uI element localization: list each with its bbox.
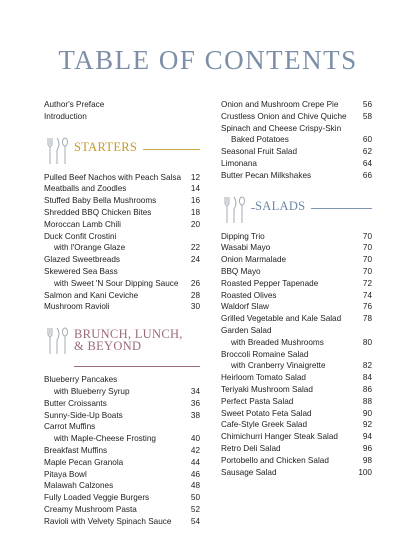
toc-entry[interactable] — [44, 504, 200, 516]
toc-page-number: 82 — [362, 361, 372, 371]
toc-page-number: 40 — [190, 434, 200, 444]
toc-entry-title: Sweet Potato Feta Salad — [221, 408, 312, 418]
toc-entry[interactable] — [44, 207, 200, 219]
toc-entry[interactable] — [44, 301, 200, 313]
toc-entry[interactable] — [44, 480, 200, 492]
toc-entry[interactable] — [221, 242, 372, 254]
toc-entry[interactable] — [221, 123, 372, 147]
toc-entry-title: Introduction — [44, 111, 87, 121]
toc-entry[interactable] — [44, 99, 200, 111]
toc-entry[interactable] — [221, 384, 372, 396]
toc-page-number: 26 — [190, 278, 200, 288]
toc-page-number: 88 — [362, 396, 372, 406]
toc-page-number: 98 — [362, 455, 372, 465]
toc-entry-title: Portobello and Chicken Salad — [221, 455, 329, 465]
toc-page-number: 70 — [362, 243, 372, 253]
toc-entry-title: Shredded BBQ Chicken Bites — [44, 207, 152, 217]
section-title — [74, 328, 189, 352]
toc-entry-title: Fully Loaded Veggie Burgers — [44, 493, 150, 503]
toc-page-number: 70 — [362, 255, 372, 265]
toc-page-number: 42 — [190, 445, 200, 455]
toc-entry-title: Dipping Trio — [221, 231, 265, 241]
section-rule — [74, 366, 200, 367]
toc-entry[interactable] — [221, 266, 372, 278]
toc-entry-title: Author's Preface — [44, 100, 105, 109]
toc-page-number: 94 — [362, 432, 372, 442]
toc-entry[interactable] — [221, 467, 372, 479]
toc-page-number: 74 — [362, 290, 372, 300]
toc-entry-title: Glazed Sweetbreads — [44, 255, 121, 265]
toc-entry-title: Butter Croissants — [44, 398, 107, 408]
toc-page-number: 28 — [190, 290, 200, 300]
section-salads — [221, 195, 372, 225]
toc-entry-title: Breakfast Muffins — [44, 445, 108, 455]
toc-entry[interactable] — [221, 349, 372, 373]
toc-entry-title: Mushroom Ravioli — [44, 302, 110, 312]
toc-entry-title: Pitaya Bowl — [44, 469, 87, 479]
toc-entry[interactable] — [221, 443, 372, 455]
toc-page-number: 12 — [190, 172, 200, 182]
fork-knife-spoon-icon — [44, 136, 72, 166]
toc-page-number: 34 — [190, 386, 200, 396]
toc-entry-title: Limonana — [221, 158, 257, 168]
toc-page-number: 72 — [362, 278, 372, 288]
toc-page-number: 18 — [190, 207, 200, 217]
toc-page-number: 46 — [190, 469, 200, 479]
toc-entry[interactable] — [44, 516, 200, 528]
toc-page-number: 30 — [190, 302, 200, 312]
toc-page-number: 92 — [362, 420, 372, 430]
section-title-line1: BRUNCH, LUNCH, — [74, 327, 183, 342]
toc-page-number: 70 — [362, 266, 372, 276]
toc-entry[interactable] — [44, 254, 200, 266]
toc-entry[interactable] — [221, 254, 372, 266]
toc-page-number: 66 — [362, 170, 372, 180]
toc-entry-title: Meatballs and Zoodles — [44, 184, 127, 194]
toc-entry[interactable] — [44, 421, 200, 445]
toc-entry-subtitle: with l'Orange Glaze — [54, 243, 126, 253]
toc-entry[interactable] — [44, 111, 200, 123]
toc-entry-title: Blueberry Pancakes — [44, 375, 118, 385]
toc-entry-title: BBQ Mayo — [221, 266, 261, 276]
toc-entry-title: Cafe-Style Greek Salad — [221, 420, 308, 430]
toc-entry[interactable] — [44, 290, 200, 302]
toc-page-number: 56 — [362, 100, 372, 109]
toc-entry-title: Broccoli Romaine Salad — [221, 349, 309, 359]
toc-entry[interactable] — [44, 219, 200, 231]
toc-page-number: 76 — [362, 302, 372, 312]
toc-entry[interactable] — [221, 231, 372, 243]
toc-entry-title: Teriyaki Mushroom Salad — [221, 384, 313, 394]
toc-page-number: 86 — [362, 384, 372, 394]
toc-entry-subtitle: Baked Potatoes — [231, 135, 289, 145]
section-title: STARTERS — [74, 142, 143, 154]
toc-entry[interactable] — [221, 419, 372, 431]
left-column — [44, 99, 200, 528]
toc-entry-title: Garden Salad — [221, 325, 272, 335]
toc-page-number: 36 — [190, 398, 200, 408]
toc-page-number: 62 — [362, 147, 372, 157]
toc-entry[interactable] — [44, 398, 200, 410]
toc-entry-title: Roasted Pepper Tapenade — [221, 278, 319, 288]
toc-entry-title: Crustless Onion and Chive Quiche — [221, 111, 347, 121]
toc-page-number: 78 — [362, 314, 372, 324]
toc-entry-title: Skewered Sea Bass — [44, 266, 118, 276]
toc-entry-title: Salmon and Kani Ceviche — [44, 290, 139, 300]
toc-entry[interactable] — [44, 469, 200, 481]
toc-entry-title: Retro Deli Salad — [221, 443, 281, 453]
toc-page-number: 70 — [362, 231, 372, 241]
section-starters — [44, 136, 200, 166]
toc-page-number: 20 — [190, 219, 200, 229]
section-title-line2: & BEYOND — [74, 339, 142, 354]
toc-entry[interactable] — [221, 313, 372, 325]
toc-entry[interactable] — [221, 158, 372, 170]
toc-entry[interactable] — [44, 172, 200, 184]
toc-page-number: 100 — [358, 467, 372, 477]
toc-entry-title: Chimichurri Hanger Steak Salad — [221, 432, 338, 442]
toc-entry-title: Moroccan Lamb Chili — [44, 219, 121, 229]
toc-entry-title: Maple Pecan Granola — [44, 457, 124, 467]
toc-page-number: 54 — [190, 516, 200, 526]
toc-entry[interactable] — [221, 290, 372, 302]
toc-entry-title: Butter Pecan Milkshakes — [221, 170, 312, 180]
toc-page-number: 44 — [190, 457, 200, 467]
toc-entry[interactable] — [221, 455, 372, 467]
toc-page-number: 48 — [190, 481, 200, 491]
toc-entry[interactable] — [44, 374, 200, 398]
toc-page-number: 24 — [190, 255, 200, 265]
toc-entry[interactable] — [44, 266, 200, 290]
toc-entry-subtitle: with Sweet 'N Sour Dipping Sauce — [54, 278, 179, 288]
section-brunch — [44, 326, 200, 368]
toc-entry[interactable] — [44, 457, 200, 469]
toc-page-number: 14 — [190, 184, 200, 194]
toc-entry-title: Waldorf Slaw — [221, 302, 269, 312]
toc-entry[interactable] — [44, 492, 200, 504]
toc-page-number: 50 — [190, 493, 200, 503]
toc-entry[interactable] — [221, 146, 372, 158]
toc-entry[interactable] — [221, 278, 372, 290]
section-title: SALADS — [255, 201, 311, 213]
toc-entry-title: Stuffed Baby Bella Mushrooms — [44, 196, 157, 206]
toc-entry-subtitle: with Maple-Cheese Frosting — [54, 434, 156, 444]
toc-page-number: 22 — [190, 243, 200, 253]
toc-entry-title: Carrot Muffins — [44, 422, 96, 432]
toc-entry-title: Malawah Calzones — [44, 481, 114, 491]
toc-entry[interactable] — [221, 301, 372, 313]
toc-entry[interactable] — [221, 325, 372, 349]
toc-entry-subtitle: with Breaded Mushrooms — [231, 337, 324, 347]
toc-page-number: 90 — [362, 408, 372, 418]
toc-entry-title: Wasabi Mayo — [221, 243, 271, 253]
toc-page-number: 96 — [362, 443, 372, 453]
toc-entry-title: Spinach and Cheese Crispy-Skin — [221, 123, 342, 133]
toc-entry-title: Ravioli with Velvety Spinach Sauce — [44, 516, 172, 526]
toc-entry-title: Sunny-Side-Up Boats — [44, 410, 123, 420]
toc-entry-title: Creamy Mushroom Pasta — [44, 504, 137, 514]
toc-entry-title: Heirloom Tomato Salad — [221, 373, 306, 383]
toc-entry-subtitle: with Cranberry Vinaigrette — [231, 361, 326, 371]
right-column — [221, 99, 372, 478]
toc-entry[interactable] — [221, 111, 372, 123]
toc-page-number: 52 — [190, 504, 200, 514]
toc-entry[interactable] — [44, 183, 200, 195]
toc-entry-title: Duck Confit Crostini — [44, 231, 117, 241]
fork-knife-spoon-icon — [221, 195, 249, 225]
toc-page-number: 60 — [362, 135, 372, 145]
fork-knife-spoon-icon — [44, 326, 72, 356]
toc-entry-title: Perfect Pasta Salad — [221, 396, 294, 406]
toc-entry[interactable] — [44, 410, 200, 422]
toc-page-number: 64 — [362, 158, 372, 168]
toc-entry-title: Grilled Vegetable and Kale Salad — [221, 314, 342, 324]
toc-entry-title: Onion and Mushroom Crepe Pie — [221, 100, 339, 109]
toc-page-number: 80 — [362, 337, 372, 347]
page-title: TABLE OF CONTENTS — [58, 45, 358, 75]
toc-entry-subtitle: with Blueberry Syrup — [54, 386, 130, 396]
toc-entry-title: Sausage Salad — [221, 467, 277, 477]
toc-entry[interactable] — [44, 445, 200, 457]
toc-entry[interactable] — [221, 408, 372, 420]
toc-entry-title: Onion Marmalade — [221, 255, 287, 265]
toc-entry[interactable] — [44, 231, 200, 255]
toc-entry[interactable] — [221, 99, 372, 111]
toc-entry[interactable] — [221, 372, 372, 384]
toc-page-number: 16 — [190, 196, 200, 206]
toc-entry-title: Roasted Olives — [221, 290, 277, 300]
toc-page-number: 58 — [362, 111, 372, 121]
toc-entry[interactable] — [221, 170, 372, 182]
toc-page-number: 38 — [190, 410, 200, 420]
toc-entry[interactable] — [44, 195, 200, 207]
toc-page-number: 84 — [362, 373, 372, 383]
toc-entry-title: Pulled Beef Nachos with Peach Salsa — [44, 172, 181, 182]
toc-entry-title: Seasonal Fruit Salad — [221, 147, 298, 157]
toc-entry[interactable] — [221, 431, 372, 443]
toc-entry[interactable] — [221, 396, 372, 408]
